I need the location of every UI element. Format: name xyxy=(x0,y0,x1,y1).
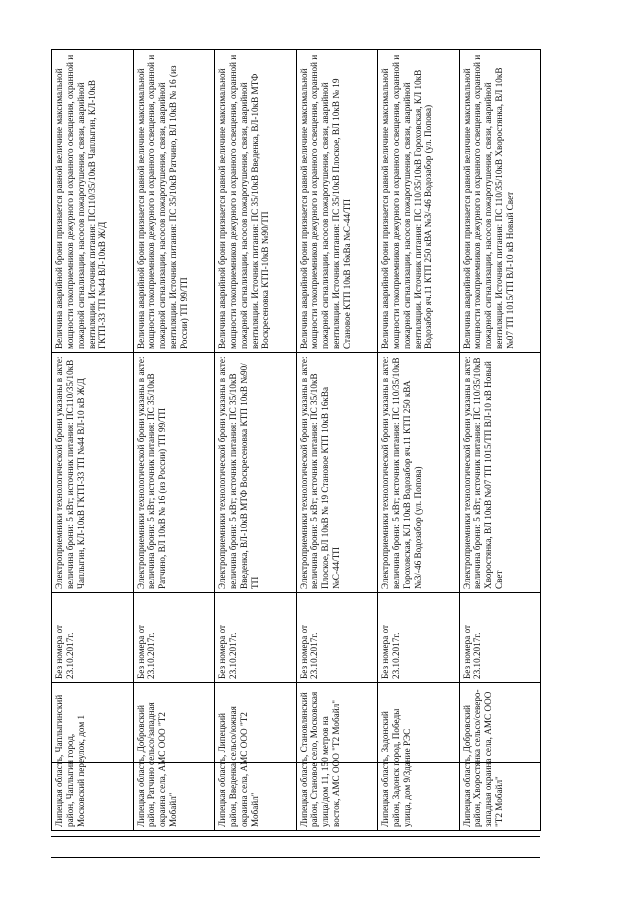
tech-armor-cell: Электроприемники технологической брони указаны в акте: величина брони: 5 кВт; источник питания: ПС 35/10кВ Введенка, ВЛ-10кВ МТФ Воскресеновка КТП 10кВ №90/ТП xyxy=(215,353,297,593)
address-cell: Липецкая область, Липецкий район, Введенка сельсо/южная окраина села, АМС ООО "Т2 Мобайл" xyxy=(215,683,297,831)
tech-armor-cell: Электроприемники технологической брони указаны в акте: величина брони: 5 кВт; источник питания: ПС 35/10кВ Ратчино, ВЛ 10кВ № 16 (из России) ТП 99/ТП xyxy=(133,353,215,593)
table-row xyxy=(215,50,297,831)
emergency-armor-cell: Величина аварийной брони признается равной величине максимальной мощности токоприемников дежурного и охранного освещения, охранной и пожарной сигнализации, насосов пожаротушения, связи, аварийной вентиляции. Источник питания: ПС 35/10кВ Ратчино, ВЛ 10кВ № 16 (из России) ТП 99/ТП xyxy=(133,50,215,353)
act-number-cell: Без номера от 23.10.2017г. xyxy=(215,593,297,683)
address-cell: Липецкая область, Становлянский район, Становое село, Московская улица/дом 11, 150 метров на восток, АМС ООО "Т2 Мобайл" xyxy=(296,683,378,831)
divider-line-2 xyxy=(51,836,540,837)
address-cell: Липецкая область, Добровский район, Ратчино сельсо/западная окраина села, АМС ООО "Т2 Мобайл" xyxy=(133,683,215,831)
emergency-armor-cell: Величина аварийной брони признается равной величине максимальной мощности токоприемников дежурного и охранного освещения, охранной и пожарной сигнализации, насосов пожаротушения, связи, аварийной вентиляции. Источник питания: ПС 110/35/10кВ Хворостянка, ВЛ 10кВ №07 ТП 1015/ТП ВЛ-10 кВ Новый Свет xyxy=(459,50,541,353)
act-number-cell: Без номера от 23.10.2017г. xyxy=(459,593,541,683)
divider-line-3 xyxy=(51,857,540,858)
tech-armor-cell: Электроприемники технологической брони указаны в акте: величина брони: 5 кВт; источник питания: ПС 110/35/10кВ Гороховская, КЛ 10кВ Водозабор яч.11 КТП 250 кВА №3/-46 Водозабор (ул. Попова) xyxy=(378,353,460,593)
act-number-cell: Без номера от 23.10.2017г. xyxy=(296,593,378,683)
act-number-cell: Без номера от 23.10.2017г. xyxy=(378,593,460,683)
act-number-cell: Без номера от 23.10.2017г. xyxy=(133,593,215,683)
table-row xyxy=(52,50,134,831)
table-row xyxy=(459,50,541,831)
address-cell: Липецкая область, Добровский район, Хворостянка сельсо/северо-западная окраина села, АМС ООО "Т2 Мобайл" xyxy=(459,683,541,831)
armor-table xyxy=(51,49,541,831)
emergency-armor-cell: Величина аварийной брони признается равной величине максимальной мощности токоприемников дежурного и охранного освещения, охранной и пожарной сигнализации, насосов пожаротушения, связи, аварийной вентиляции. Источник питания: ПС 35/10кВ Введенка, ВЛ-10кВ МТФ Воскресеновка КТП-10кВ №90/ТП xyxy=(215,50,297,353)
address-cell: Липецкая область, Задонский район, Задонск город, Победы улица, дом 9/Здание РЭС xyxy=(378,683,460,831)
tech-armor-cell: Электроприемники технологической брони указаны в акте: величина брони: 5 кВт; источник питания: ПС 110/35/10кВ Хворостянка, ВЛ 10кВ №07 ТП 1015/ТП ВЛ-10 кВ Новый Свет xyxy=(459,353,541,593)
address-cell: Липецкая область, Чаплыгинский район, Чаплыгин город, Московский переулок, дом 1 xyxy=(52,683,134,831)
act-number-cell: Без номера от 23.10.2017г. xyxy=(52,593,134,683)
tech-armor-cell: Электроприемники технологической брони указаны в акте: величина брони: 5 кВт; источник питания: ПС 35/10кВ Плоское, ВЛ 10кВ № 19 Становое КТП 10кВ 16кВа №С-44/ТП xyxy=(296,353,378,593)
table-row xyxy=(378,50,460,831)
emergency-armor-cell: Величина аварийной брони признается равной величине максимальной мощности токоприемников дежурного и охранного освещения, охранной и пожарной сигнализации, насосов пожаротушения, связи, аварийной вентиляции. Источник питания: ПС110/35/10кВ Чаплыгин, КЛ-10кВ ГКТП-33 ТП №44 ВЛ-10кВ Ж/Д xyxy=(52,50,134,353)
emergency-armor-cell: Величина аварийной брони признается равной величине максимальной мощности токоприемников дежурного и охранного освещения, охранной и пожарной сигнализации, насосов пожаротушения, связи, аварийной вентиляции. Источник питания: ПС 35/10кВ Плоское, ВЛ 10кВ № 19 Становое КТП 10кВ 16кВа №С-44/ТП xyxy=(296,50,378,353)
table-row xyxy=(296,50,378,831)
emergency-armor-cell: Величина аварийной брони признается равной величине максимальной мощности токоприемников дежурного и охранного освещения, охранной и пожарной сигнализации, насосов пожаротушения, связи, аварийной вентиляции. Источник питания: ПС 110/35/10кВ Гороховская, КЛ 10кВ Водозабор яч.11 КТП 250 кВА №3/-46 Водозабор (ул. Попова) xyxy=(378,50,460,353)
table-row xyxy=(133,50,215,831)
rotated-page xyxy=(51,50,640,827)
rotated-content xyxy=(51,50,541,831)
tech-armor-cell: Электроприемники технологической брони указаны в акте: величина брони: 5 кВт; источник питания: ПС110/35/10кВ Чаплыгин, КЛ-10кВ ГКТП-33 ТП №44 ВЛ-10 кВ Ж/Д xyxy=(52,353,134,593)
